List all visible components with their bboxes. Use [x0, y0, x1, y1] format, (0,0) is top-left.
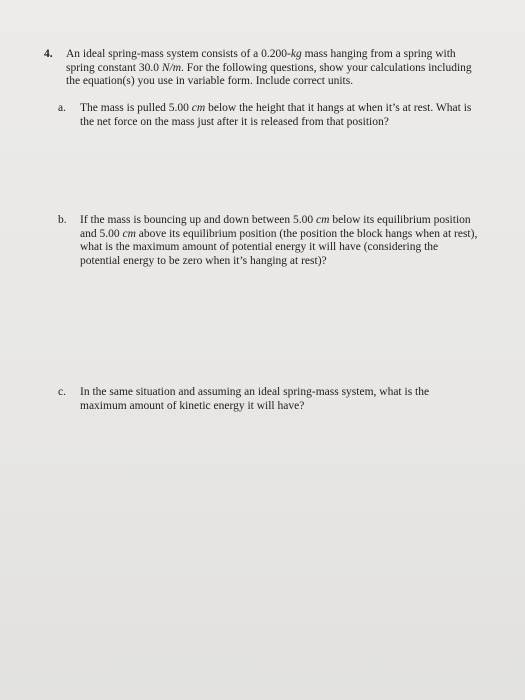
question-text: [66, 48, 484, 89]
question-number: 4.: [44, 48, 53, 60]
part-c: [58, 386, 478, 413]
question-text-1: An ideal spring-mass system consists of a 0.200-: [66, 48, 291, 60]
unit-cm: cm: [122, 227, 136, 240]
unit-kg: kg: [290, 48, 302, 60]
part-b-text-2: below its equilibrium position and 5.00: [80, 214, 471, 240]
unit-n-per-m: N/m: [161, 61, 181, 74]
part-a-text-1: The mass is pulled 5.00: [80, 102, 192, 114]
question-4: [44, 48, 484, 89]
part-b-text-3: above its equilibrium position (the position the block hangs when at rest), what is the maximum amount of potential energy it will have (considering the potential energy to be zero when it’s hanging at rest)?: [80, 227, 478, 267]
part-c-letter: c.: [58, 386, 66, 398]
part-b-letter: b.: [58, 214, 67, 226]
part-a: [58, 102, 478, 129]
part-c-text: In the same situation and assuming an ideal spring-mass system, what is the maximum amount of kinetic energy it will have?: [80, 386, 430, 412]
unit-cm: cm: [191, 102, 206, 114]
unit-cm: cm: [316, 214, 330, 226]
part-a-text-2: below the height that it hangs at when it’s at rest. What is the net force on the mass just after it is released from that position?: [80, 102, 472, 128]
part-b: [58, 214, 478, 268]
part-a-letter: a.: [58, 102, 66, 114]
question-text-3: . For the following questions, show your calculations including the equation(s) you use in variable form. Include correct units.: [66, 61, 472, 87]
part-b-text: [80, 214, 478, 268]
part-a-text: [80, 102, 478, 129]
part-b-text-1: If the mass is bouncing up and down between 5.00: [80, 214, 317, 226]
question-text-2: mass hanging from a spring with spring constant 30.0: [66, 48, 456, 74]
